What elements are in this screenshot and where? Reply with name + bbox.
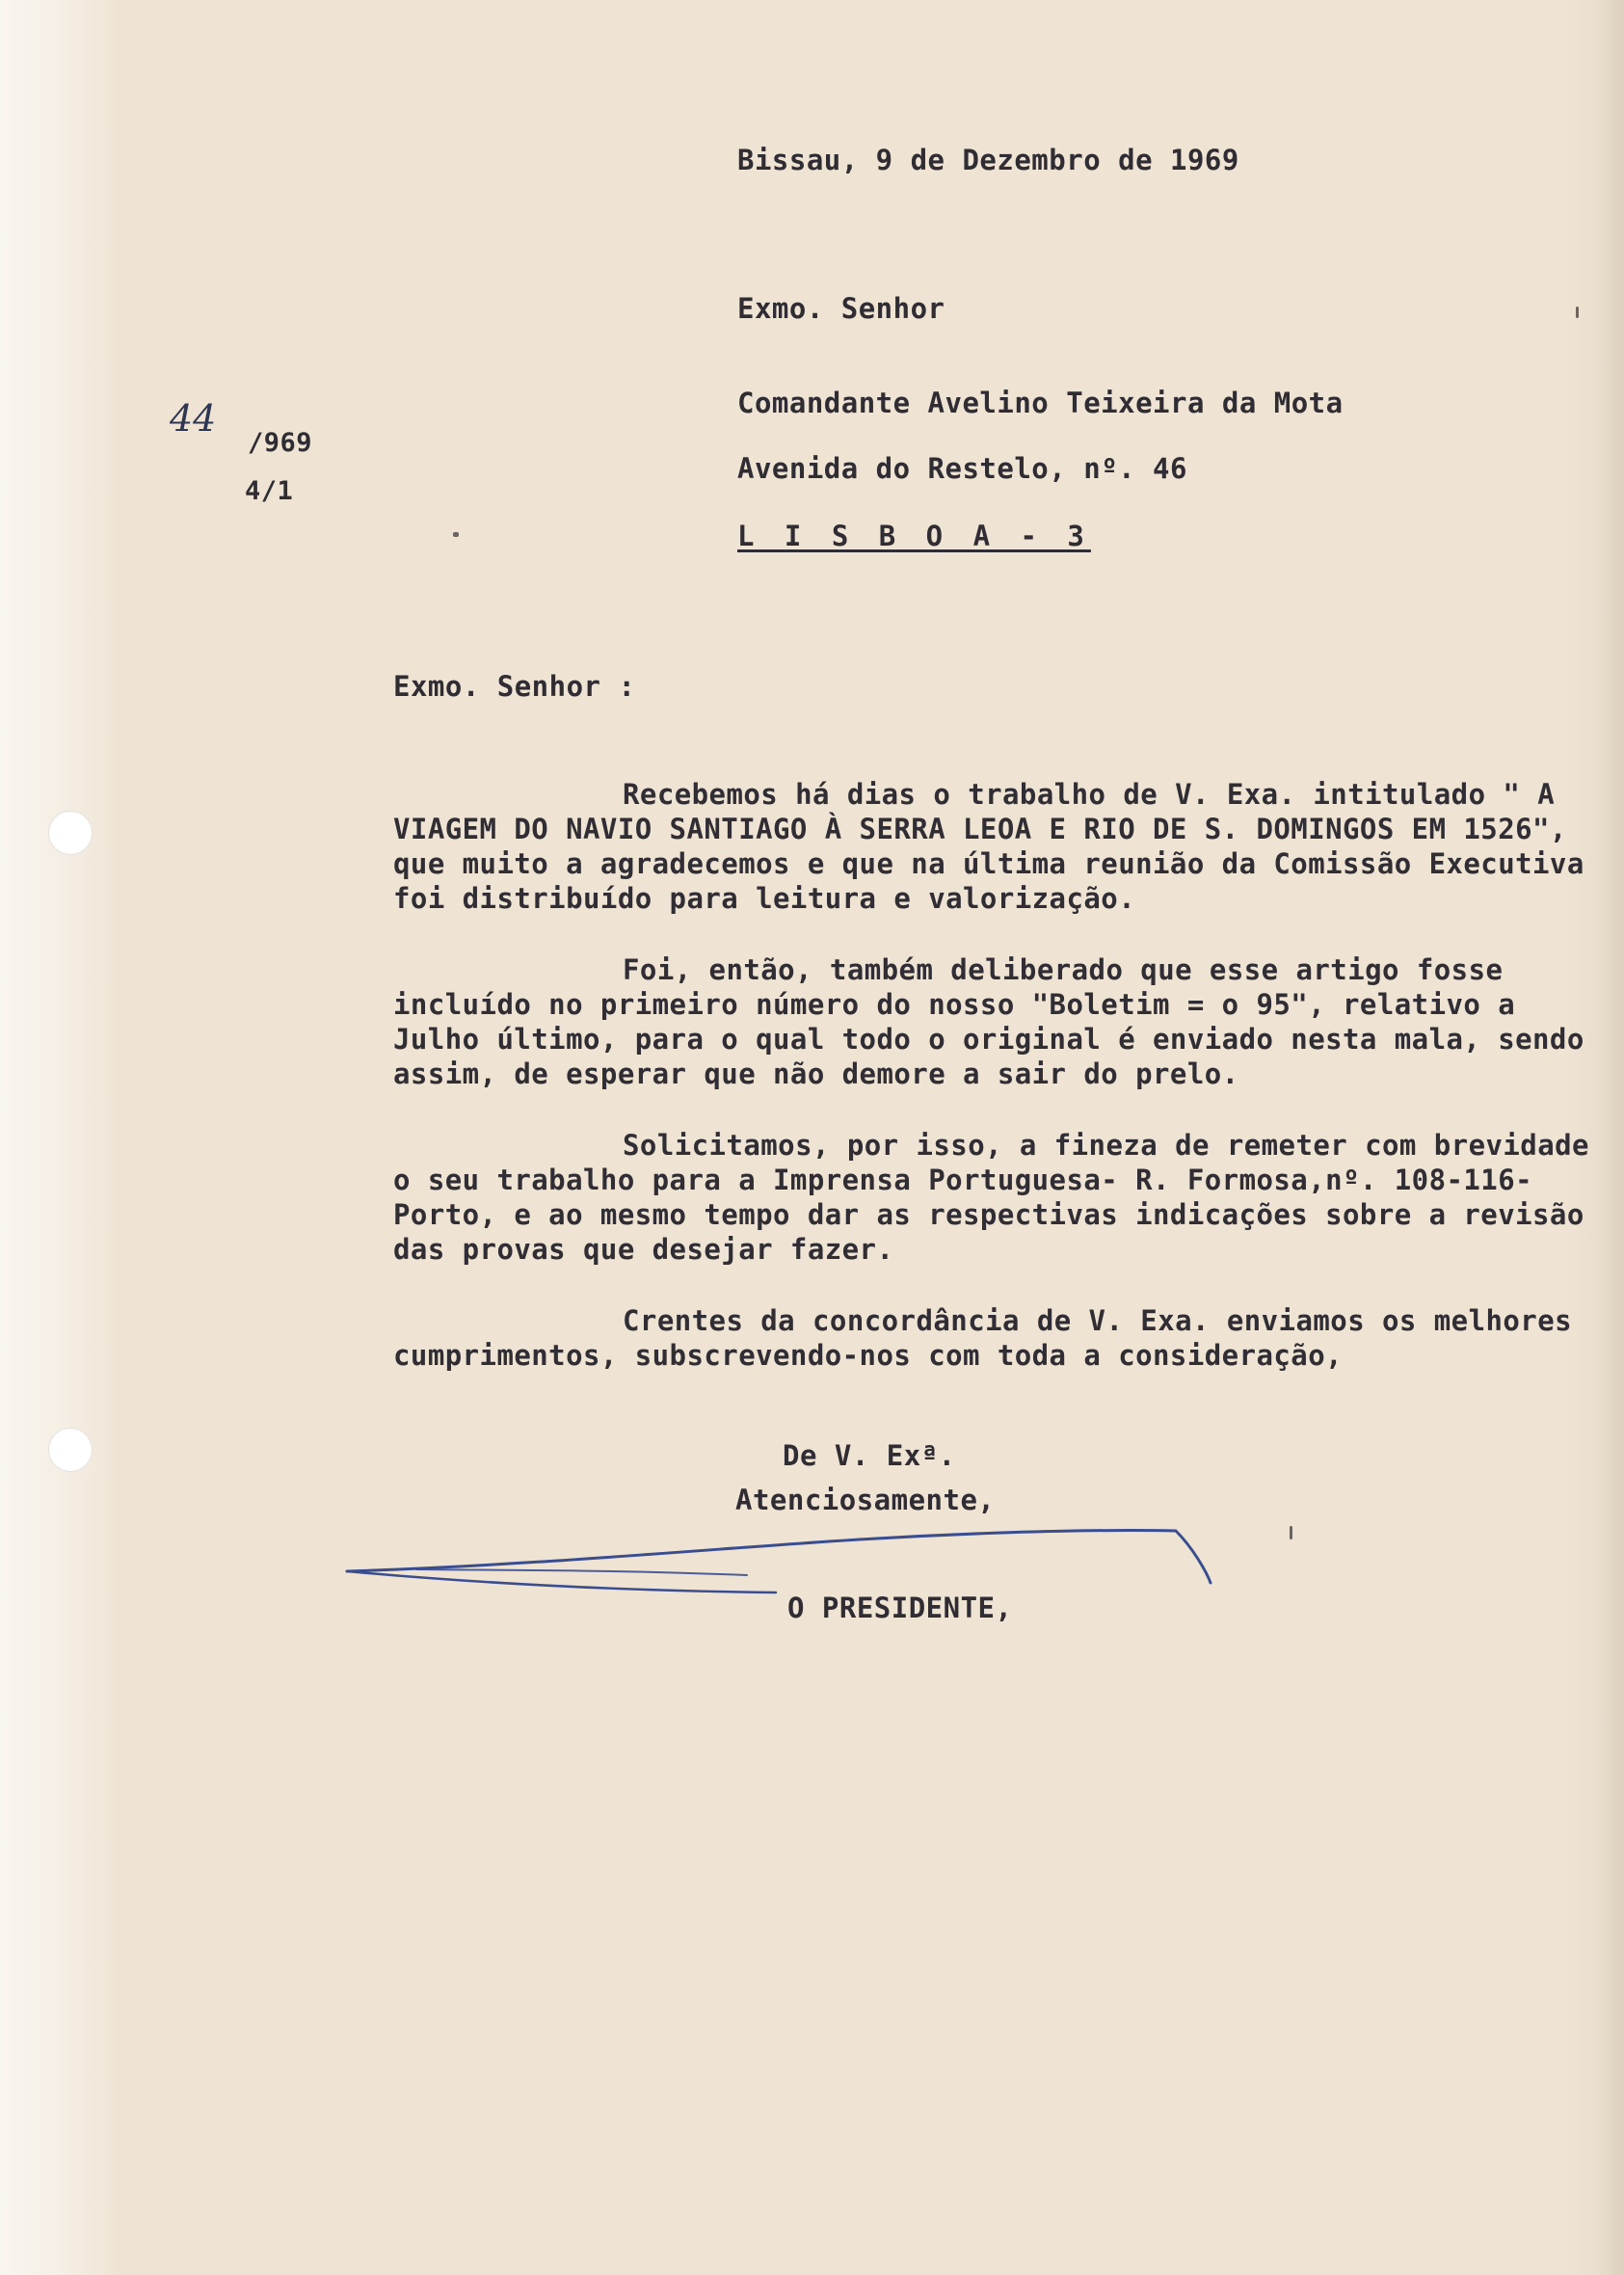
punch-hole-bottom	[48, 1428, 93, 1472]
closing-line-1: De V. Exª.	[783, 1439, 956, 1472]
paper-left-edge	[0, 0, 114, 2275]
signatory: O PRESIDENTE,	[787, 1592, 1013, 1624]
letter-body	[393, 777, 1608, 1373]
paragraph-2: Foi, então, também deliberado que esse artigo fosse incluído no primeiro número do nosso "Boletim = o 95", relativo a Julho último, para o qual todo o original é enviado nesta mala, sendo assim, de esperar que não demore a sair do prelo.	[393, 953, 1584, 1090]
reference-year: /969	[248, 428, 313, 458]
date-line: Bissau, 9 de Dezembro de 1969	[737, 144, 1239, 176]
paragraph-3: Solicitamos, por isso, a fineza de remeter com brevidade o seu trabalho para a Imprensa Portuguesa- R. Formosa,nº. 108-116-Porto, e ao mesmo tempo dar as respectivas indicações sobre a revisão das provas que desejar fazer.	[393, 1129, 1589, 1266]
recipient-address: Avenida do Restelo, nº. 46	[737, 452, 1187, 485]
punch-hole-top	[48, 811, 93, 855]
paper-speck	[453, 532, 459, 537]
recipient-title: Exmo. Senhor	[737, 292, 945, 325]
paper-speck	[1576, 307, 1579, 318]
paragraph-1: Recebemos há dias o trabalho de V. Exa. intitulado " A VIAGEM DO NAVIO SANTIAGO À SERRA LEOA E RIO DE S. DOMINGOS EM 1526", que muito a agradecemos e que na última reunião da Comissão Executiva foi distribuído para leitura e valorização.	[393, 778, 1584, 915]
paragraph-4: Crentes da concordância de V. Exa. enviamos os melhores cumprimentos, subscrevendo-nos com toda a consideração,	[393, 1304, 1573, 1372]
paper-speck	[1290, 1526, 1292, 1539]
recipient-name: Comandante Avelino Teixeira da Mota	[737, 387, 1344, 419]
handwritten-reference-number: 44	[170, 397, 217, 440]
salutation: Exmo. Senhor :	[393, 670, 636, 703]
recipient-city: L I S B O A - 3	[737, 520, 1091, 552]
closing-line-2: Atenciosamente,	[735, 1484, 996, 1516]
reference-code: 4/1	[245, 476, 294, 506]
